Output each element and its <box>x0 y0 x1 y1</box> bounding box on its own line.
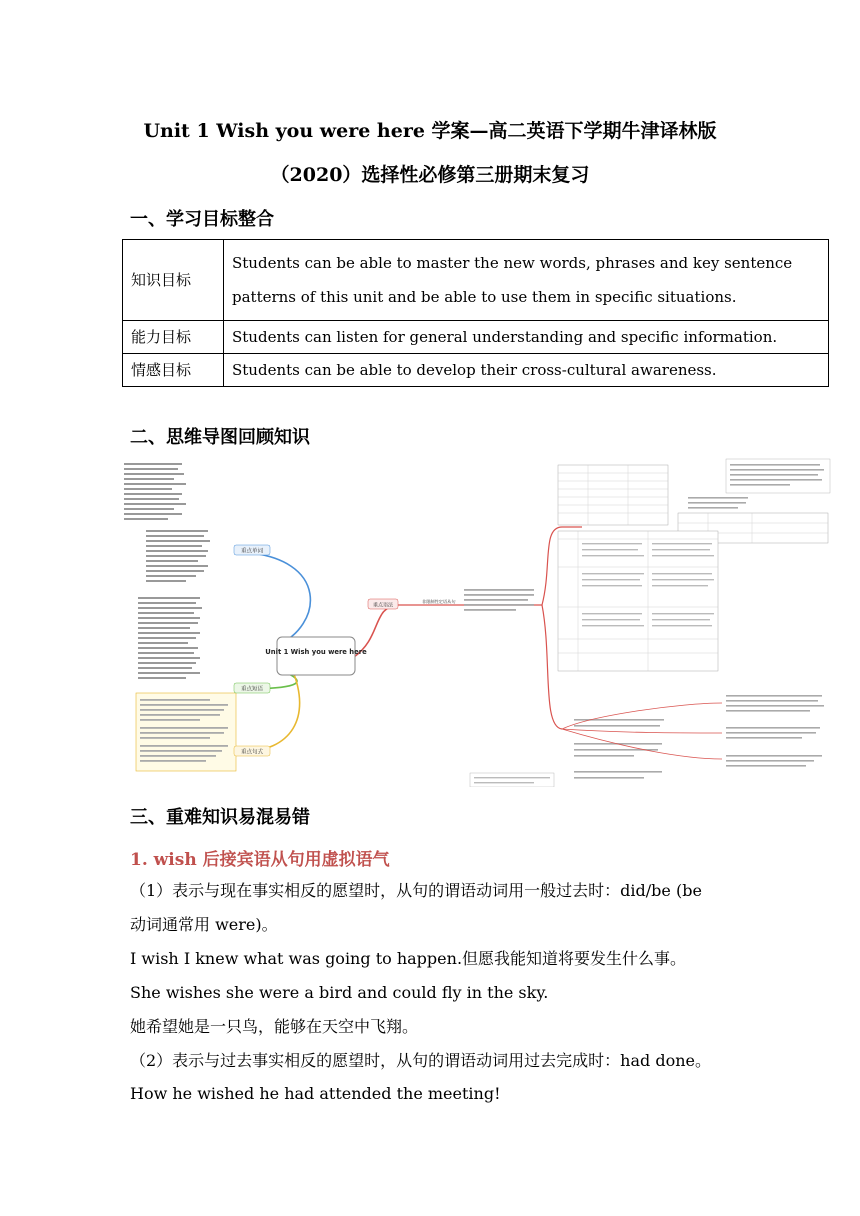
paragraph-line: How he wished he had attended the meeting! <box>130 1084 501 1103</box>
goal-text: Students can listen for general understanding and specific information. <box>224 321 829 354</box>
paragraph-line: （2）表示与过去事实相反的愿望时，从句的谓语动词用过去完成时：had done。 <box>130 1051 712 1070</box>
goal-label: 能力目标 <box>123 321 224 354</box>
goal-text: Students can be able to master the new words, phrases and key sentence patterns of this unit and be able to use them in specific situations. <box>224 240 829 321</box>
table-row <box>123 354 829 387</box>
paragraph-line: I wish I knew what was going to happen.但愿我能知道将要发生什么事。 <box>130 949 687 968</box>
branch-grammar-label: 重点语法 <box>372 602 394 609</box>
branch-sentences-label: 重点句式 <box>240 749 264 756</box>
goal-text: Students can be able to develop their cross-cultural awareness. <box>224 354 829 387</box>
sub1-heading: 1. wish 后接宾语从句用虚拟语气 <box>130 850 390 870</box>
grammar-node-label: 非限制性定语从句 <box>422 599 456 604</box>
goal-label: 知识目标 <box>123 240 224 321</box>
table-row <box>123 321 829 354</box>
goal-label: 情感目标 <box>123 354 224 387</box>
goals-table <box>122 239 829 387</box>
paragraph-line: 动词通常用 were)。 <box>130 915 278 934</box>
table-row <box>123 240 829 321</box>
paragraph-line: （1）表示与现在事实相反的愿望时，从句的谓语动词用一般过去时：did/be (be <box>130 881 702 900</box>
section3-heading: 三、重难知识易混易错 <box>130 807 310 828</box>
document-title-line1: Unit 1 Wish you were here 学案—高二英语下学期牛津译林版 <box>143 120 717 142</box>
paragraph-line: She wishes she were a bird and could fly in the sky. <box>130 983 549 1002</box>
branch-phrases-label: 重点短语 <box>240 686 264 693</box>
paragraph-line: 她希望她是一只鸟，能够在天空中飞翔。 <box>130 1017 419 1036</box>
document-title-line2: （2020）选择性必修第三册期末复习 <box>270 164 590 186</box>
branch-words-label: 重点单词 <box>240 548 264 555</box>
section2-heading: 二、思维导图回顾知识 <box>130 427 310 448</box>
mindmap-center-label: Unit 1 Wish you were here <box>265 648 367 656</box>
section1-heading: 一、学习目标整合 <box>130 209 274 230</box>
mind-map-image <box>122 457 840 787</box>
mindmap-left-notes <box>124 463 236 771</box>
